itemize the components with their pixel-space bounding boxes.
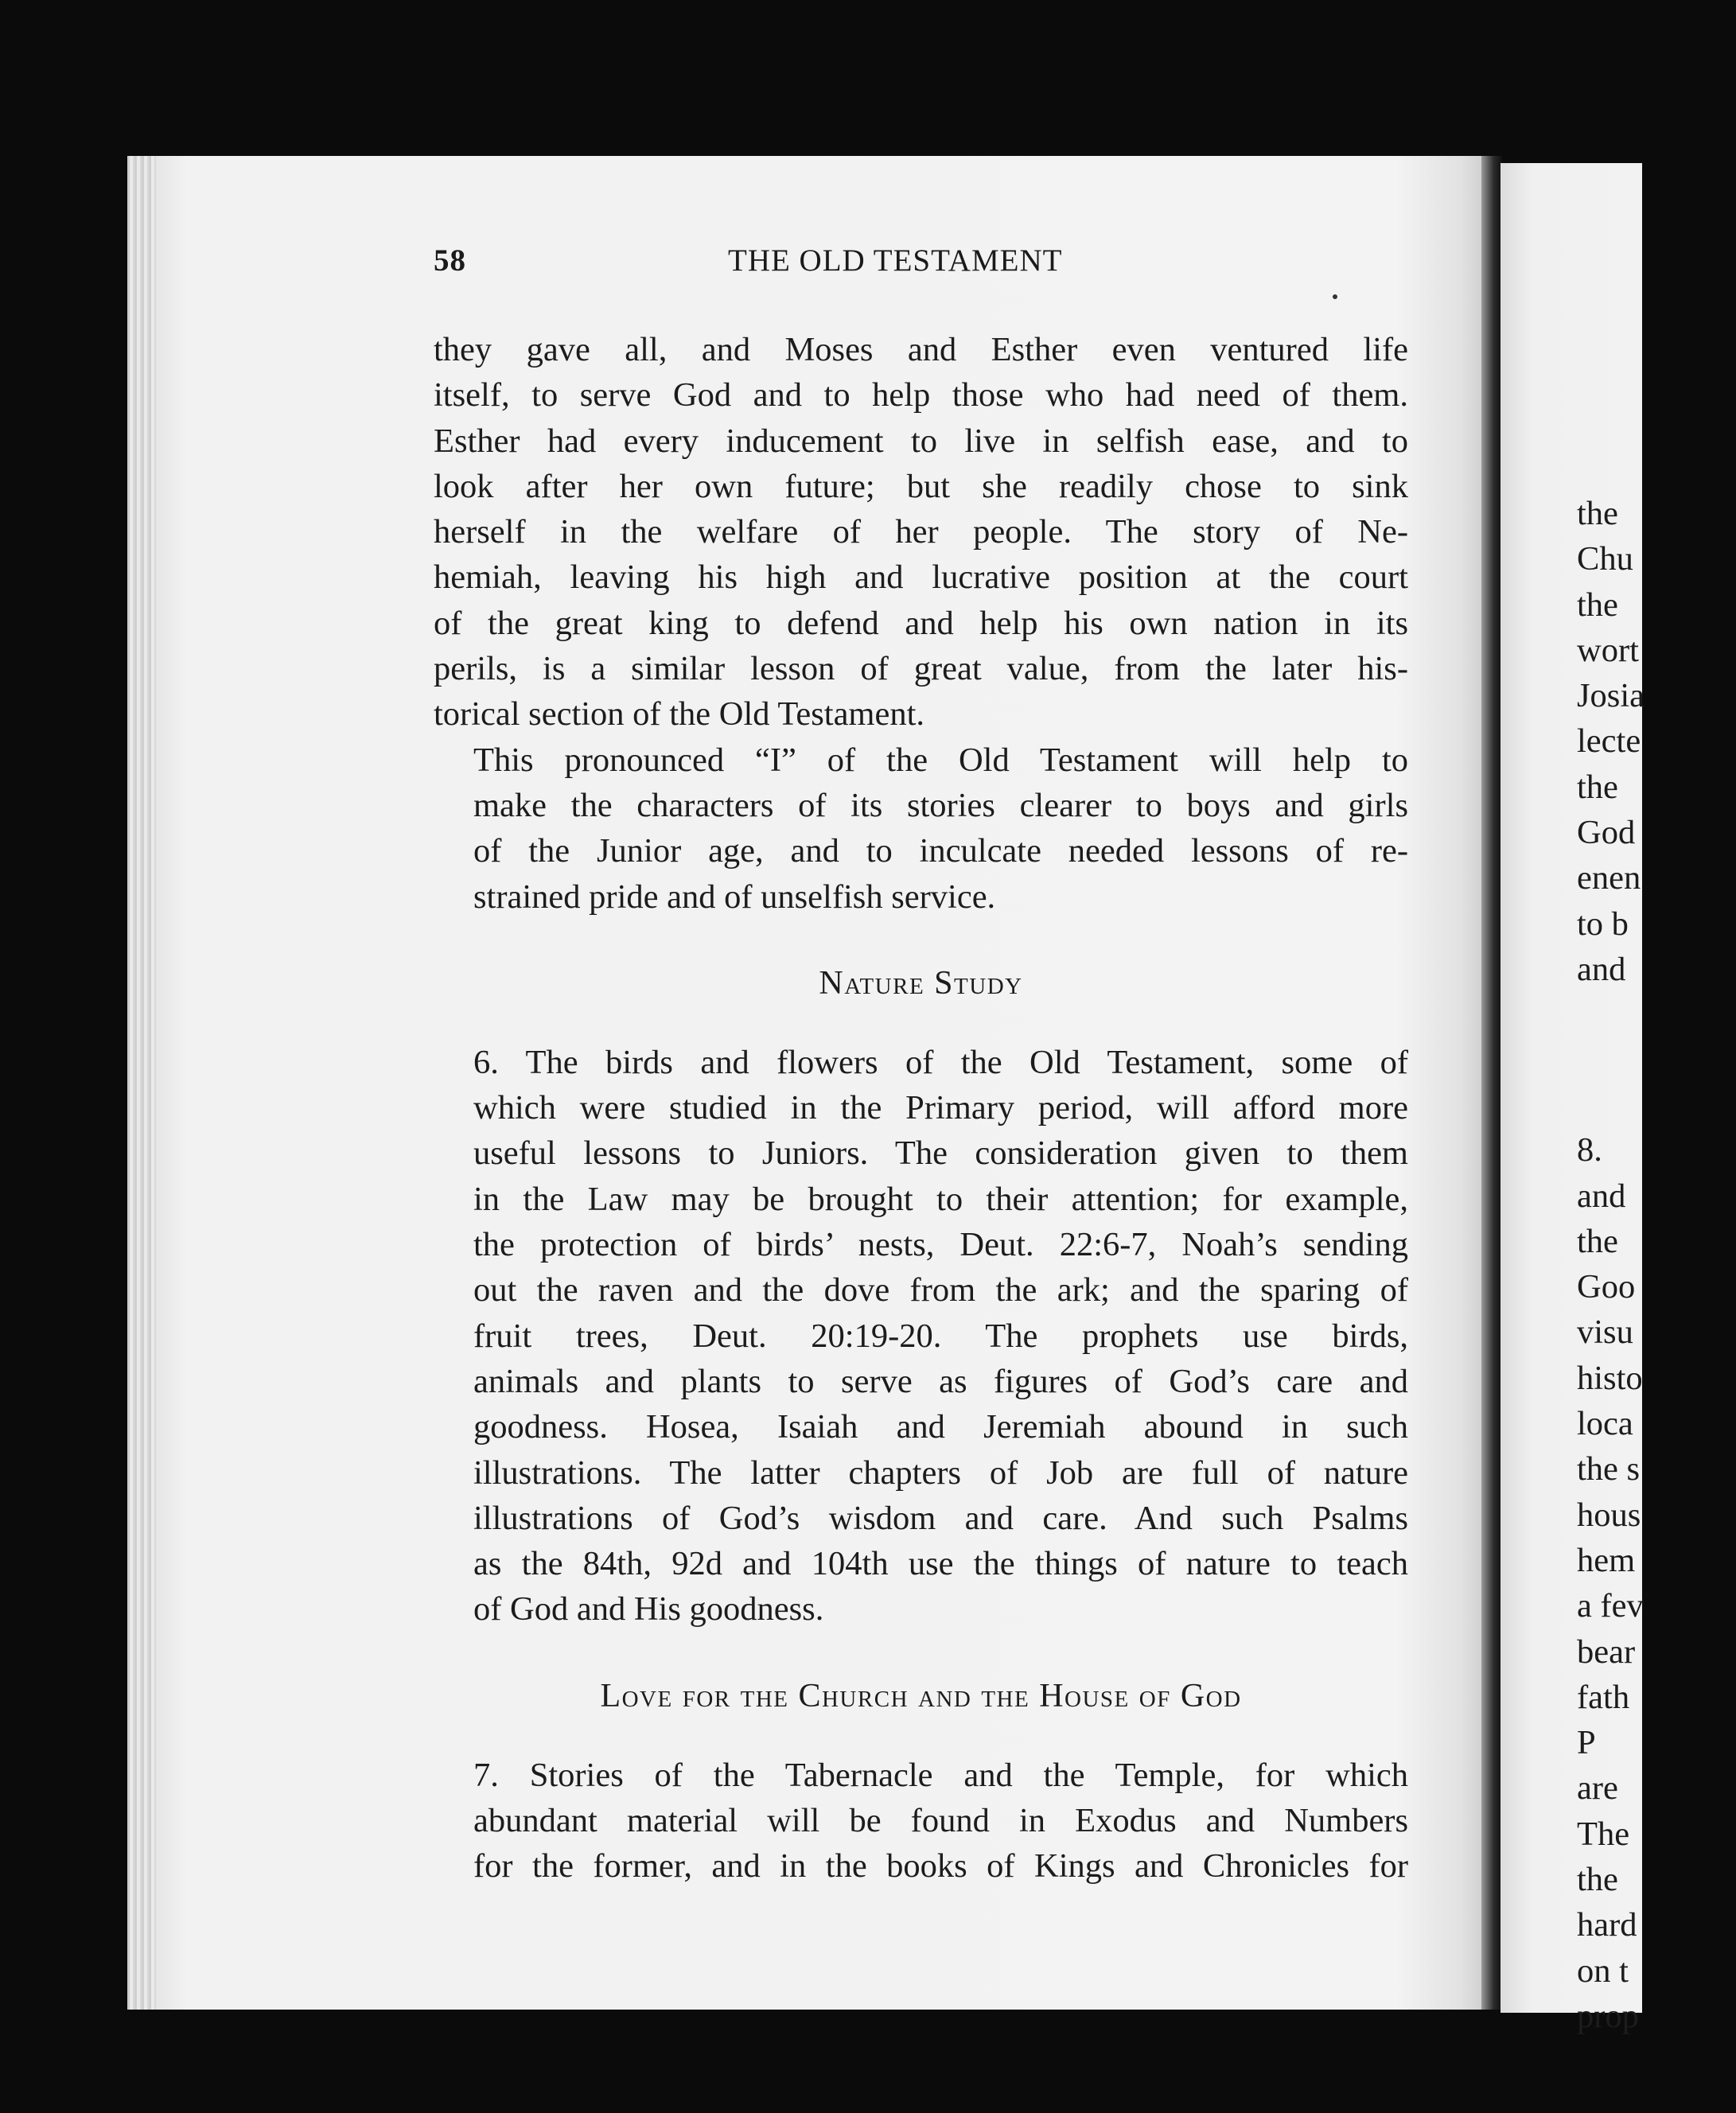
right-page-fragment: prop [1577, 1997, 1639, 2035]
text-line: illustrations. The latter chapters of Job are full of nature [473, 1453, 1408, 1492]
text-line: herself in the welfare of her people. The story of Ne- [434, 513, 1408, 551]
right-page-fragment: enen [1577, 859, 1641, 897]
right-page-fragment: the [1577, 495, 1618, 532]
right-page-fragment: and [1577, 1177, 1626, 1215]
right-page-fragment: hard [1577, 1906, 1637, 1944]
right-page-fragment: wort [1577, 631, 1639, 669]
book-gutter [1481, 156, 1502, 2010]
page-number: 58 [434, 243, 466, 278]
text-line: hemiah, leaving his high and lucrative position at the court [434, 558, 1408, 597]
right-page-fragment: the [1577, 768, 1618, 806]
right-page [1501, 163, 1645, 2035]
right-page-fragment: histo [1577, 1359, 1643, 1397]
right-page-fragment: Josia [1577, 677, 1645, 715]
text-line: useful lessons to Juniors. The consideration given to them [473, 1134, 1408, 1173]
right-page-fragment: God [1577, 814, 1636, 852]
right-page-text [1577, 491, 1736, 2039]
right-page-fragment: bear [1577, 1632, 1636, 1671]
right-page-fragment: lecte [1577, 722, 1641, 761]
right-page-fragment: visu [1577, 1313, 1633, 1352]
right-page-fragment: Chu [1577, 540, 1633, 578]
paragraph-4 [434, 1753, 1408, 1889]
right-page-fragment: hem [1577, 1541, 1636, 1579]
text-line: illustrations of God’s wisdom and care. And such Psalms [473, 1499, 1408, 1537]
right-page-fragment: the [1577, 1222, 1618, 1260]
text-line: perils, is a similar lesson of great value, from the later his- [434, 650, 1408, 688]
text-line: of the great king to defend and help his own nation in its [434, 604, 1408, 642]
right-page-fragment: are [1577, 1769, 1618, 1808]
right-page-fragment: The [1577, 1815, 1630, 1853]
text-line: torical section of the Old Testament. [434, 695, 925, 734]
page-edges [127, 156, 159, 2010]
text-line: strained pride and of unselfish service. [473, 877, 996, 916]
text-line: Esther had every inducement to live in selfish ease, and to [434, 422, 1408, 460]
text-line: look after her own future; but she readily chose to sink [434, 467, 1408, 505]
text-line: for the former, and in the books of Kings and Chronicles for [473, 1847, 1408, 1885]
text-line: This pronounced “I” of the Old Testament will help to [473, 741, 1408, 779]
right-page-fragment: to b [1577, 905, 1629, 943]
right-page-fragment: the s [1577, 1450, 1641, 1488]
right-page-fragment: hous [1577, 1496, 1641, 1534]
text-line: animals and plants to serve as figures of God’s care and [473, 1362, 1408, 1400]
text-line: which were studied in the Primary period, will afford more [473, 1089, 1408, 1127]
text-line: fruit trees, Deut. 20:19-20. The prophets use birds, [473, 1317, 1408, 1355]
section-heading-love-for-church: Love for the Church and the House of God [600, 1677, 1242, 1714]
paragraph-2 [434, 737, 1408, 920]
section-heading-nature-study: Nature Study [819, 964, 1023, 1002]
text-line: 6. The birds and flowers of the Old Testament, some of [473, 1043, 1408, 1081]
right-page-fragment: P [1577, 1724, 1596, 1762]
right-page-fragment: fath [1577, 1678, 1630, 1716]
right-page-fragment: on t [1577, 1952, 1629, 1990]
text-line: make the characters of its stories clearer to boys and girls [473, 786, 1408, 824]
paragraph-1 [434, 327, 1408, 737]
right-page-fragment: the [1577, 586, 1618, 624]
right-page-spacer [1577, 992, 1736, 1127]
text-line: itself, to serve God and to help those who had need of them. [434, 376, 1408, 414]
right-page-fragment: Goo [1577, 1268, 1636, 1306]
text-line: 7. Stories of the Tabernacle and the Temple, for which [473, 1756, 1408, 1794]
text-line: out the raven and the dove from the ark; and the sparing of [473, 1271, 1408, 1309]
paragraph-3 [434, 1040, 1408, 1632]
right-page-fragment: loca [1577, 1405, 1633, 1443]
right-page-fragment: 8. [1577, 1131, 1602, 1169]
running-head-title: THE OLD TESTAMENT [728, 243, 1063, 278]
text-line: as the 84th, 92d and 104th use the things of nature to teach [473, 1545, 1408, 1583]
right-page-fragment: a fev [1577, 1587, 1644, 1625]
text-line: goodness. Hosea, Isaiah and Jeremiah abound in such [473, 1408, 1408, 1446]
page-body [434, 327, 1408, 1889]
text-line: in the Law may be brought to their attention; for example, [473, 1180, 1408, 1218]
print-speck [1333, 294, 1337, 299]
right-page-fragment: and [1577, 950, 1626, 988]
right-page-fragment: the [1577, 1861, 1618, 1899]
text-line: the protection of birds’ nests, Deut. 22:6-7, Noah’s sending [473, 1226, 1408, 1264]
text-line: of God and His goodness. [473, 1590, 824, 1629]
text-line: of the Junior age, and to inculcate needed lessons of re- [473, 832, 1408, 870]
text-line: abundant material will be found in Exodus and Numbers [473, 1802, 1408, 1840]
text-line: they gave all, and Moses and Esther even ventured life [434, 331, 1408, 368]
